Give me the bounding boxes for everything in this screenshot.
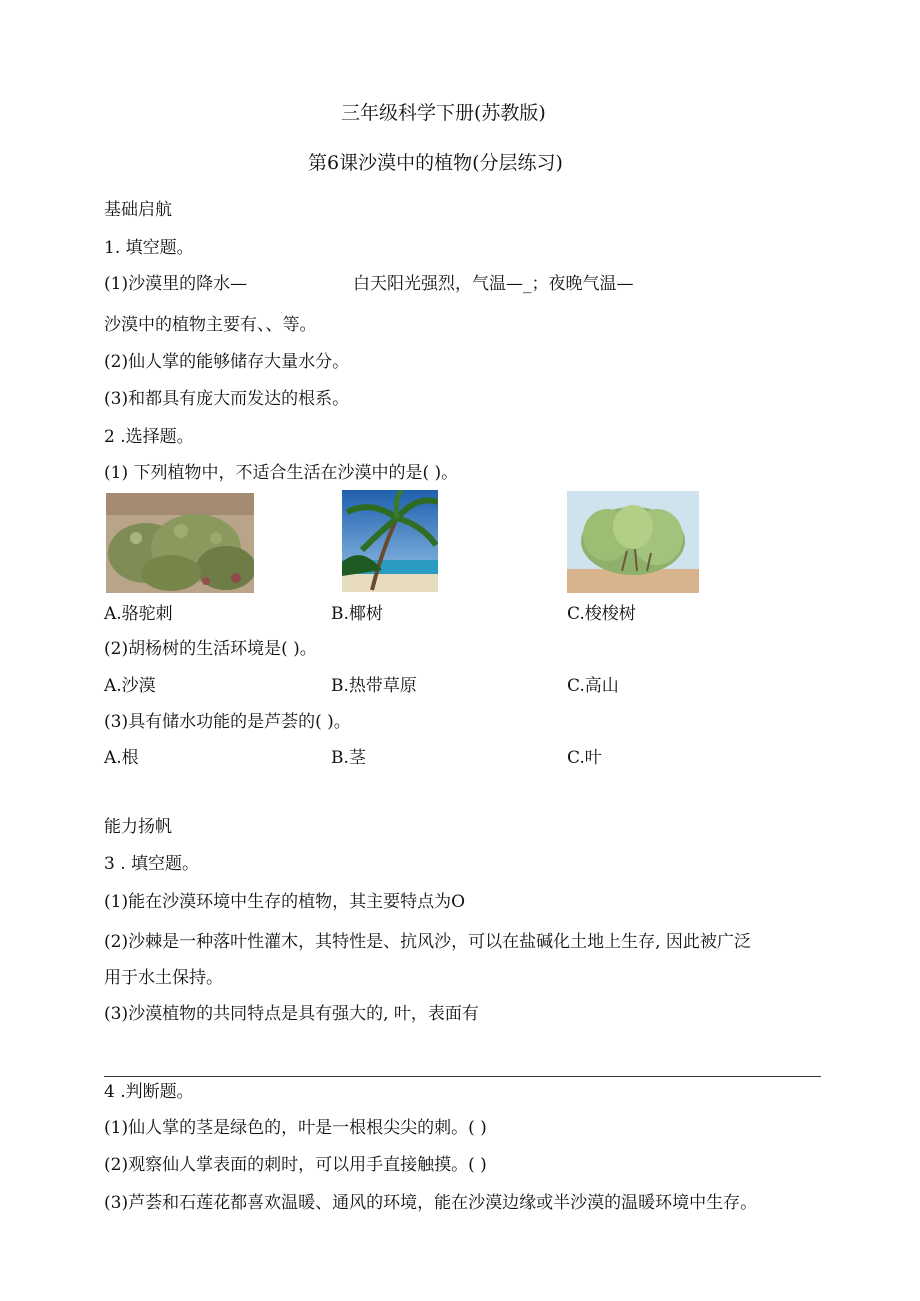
q2-item2-option-b: B.热带草原 xyxy=(331,676,417,696)
q1-item1-part-b: 白天阳光强烈，气温—_；夜晚气温— xyxy=(353,274,634,294)
q1-item1-line2: 沙漠中的植物主要有、、等。 xyxy=(104,315,317,335)
q3-item2-line2: 用于水土保持。 xyxy=(104,968,223,988)
q1-title: 1. 填空题。 xyxy=(104,238,194,258)
q2-item3-option-c: C.叶 xyxy=(567,748,602,768)
q1-item3: (3)和都具有庞大而发达的根系。 xyxy=(104,389,350,409)
answer-line xyxy=(104,1076,821,1077)
q2-item1-option-b: B.椰树 xyxy=(331,604,383,624)
q4-item3: (3)芦荟和石莲花都喜欢温暖、通风的环境，能在沙漠边缘或半沙漠的温暖环境中生存。 xyxy=(104,1193,758,1213)
camel-thorn-photo xyxy=(106,493,254,593)
q2-title: 2 .选择题。 xyxy=(104,427,194,447)
q2-item2: (2)胡杨树的生活环境是( )。 xyxy=(104,639,317,659)
saxaul-photo xyxy=(567,491,699,593)
coconut-palm-photo xyxy=(342,490,438,592)
section-heading-ability: 能力扬帆 xyxy=(104,817,172,837)
q2-item3-option-a: A.根 xyxy=(104,748,139,768)
section-heading-basic: 基础启航 xyxy=(104,200,172,220)
q2-item3-option-b: B.茎 xyxy=(331,748,366,768)
q3-item1: (1)能在沙漠环境中生存的植物，其主要特点为O xyxy=(104,892,466,912)
q3-item2-line1: (2)沙棘是一种落叶性灌木，其特性是、抗风沙，可以在盐碱化土地上生存, 因此被广泛 xyxy=(104,932,751,952)
document-title: 三年级科学下册(苏教版) xyxy=(341,102,546,124)
document-subtitle: 第6课沙漠中的植物(分层练习) xyxy=(308,152,563,174)
q2-item1-option-c: C.梭梭树 xyxy=(567,604,636,624)
q1-item1-part-a: (1)沙漠里的降水— xyxy=(104,274,248,294)
q2-item2-option-a: A.沙漠 xyxy=(104,676,156,696)
q2-item3: (3)具有储水功能的是芦荟的( )。 xyxy=(104,712,351,732)
q2-item1-option-a: A.骆驼刺 xyxy=(104,604,173,624)
q3-item3: (3)沙漠植物的共同特点是具有强大的, 叶，表面有 xyxy=(104,1004,479,1024)
q2-item1: (1) 下列植物中，不适合生活在沙漠中的是( )。 xyxy=(104,463,459,483)
q4-title: 4 .判断题。 xyxy=(104,1082,194,1102)
q4-item2: (2)观察仙人掌表面的刺时，可以用手直接触摸。( ) xyxy=(104,1155,487,1175)
q1-item2: (2)仙人掌的能够储存大量水分。 xyxy=(104,352,350,372)
q4-item1: (1)仙人掌的茎是绿色的，叶是一根根尖尖的刺。( ) xyxy=(104,1118,487,1138)
q3-title: 3 . 填空题。 xyxy=(104,854,200,874)
q2-item2-option-c: C.高山 xyxy=(567,676,619,696)
